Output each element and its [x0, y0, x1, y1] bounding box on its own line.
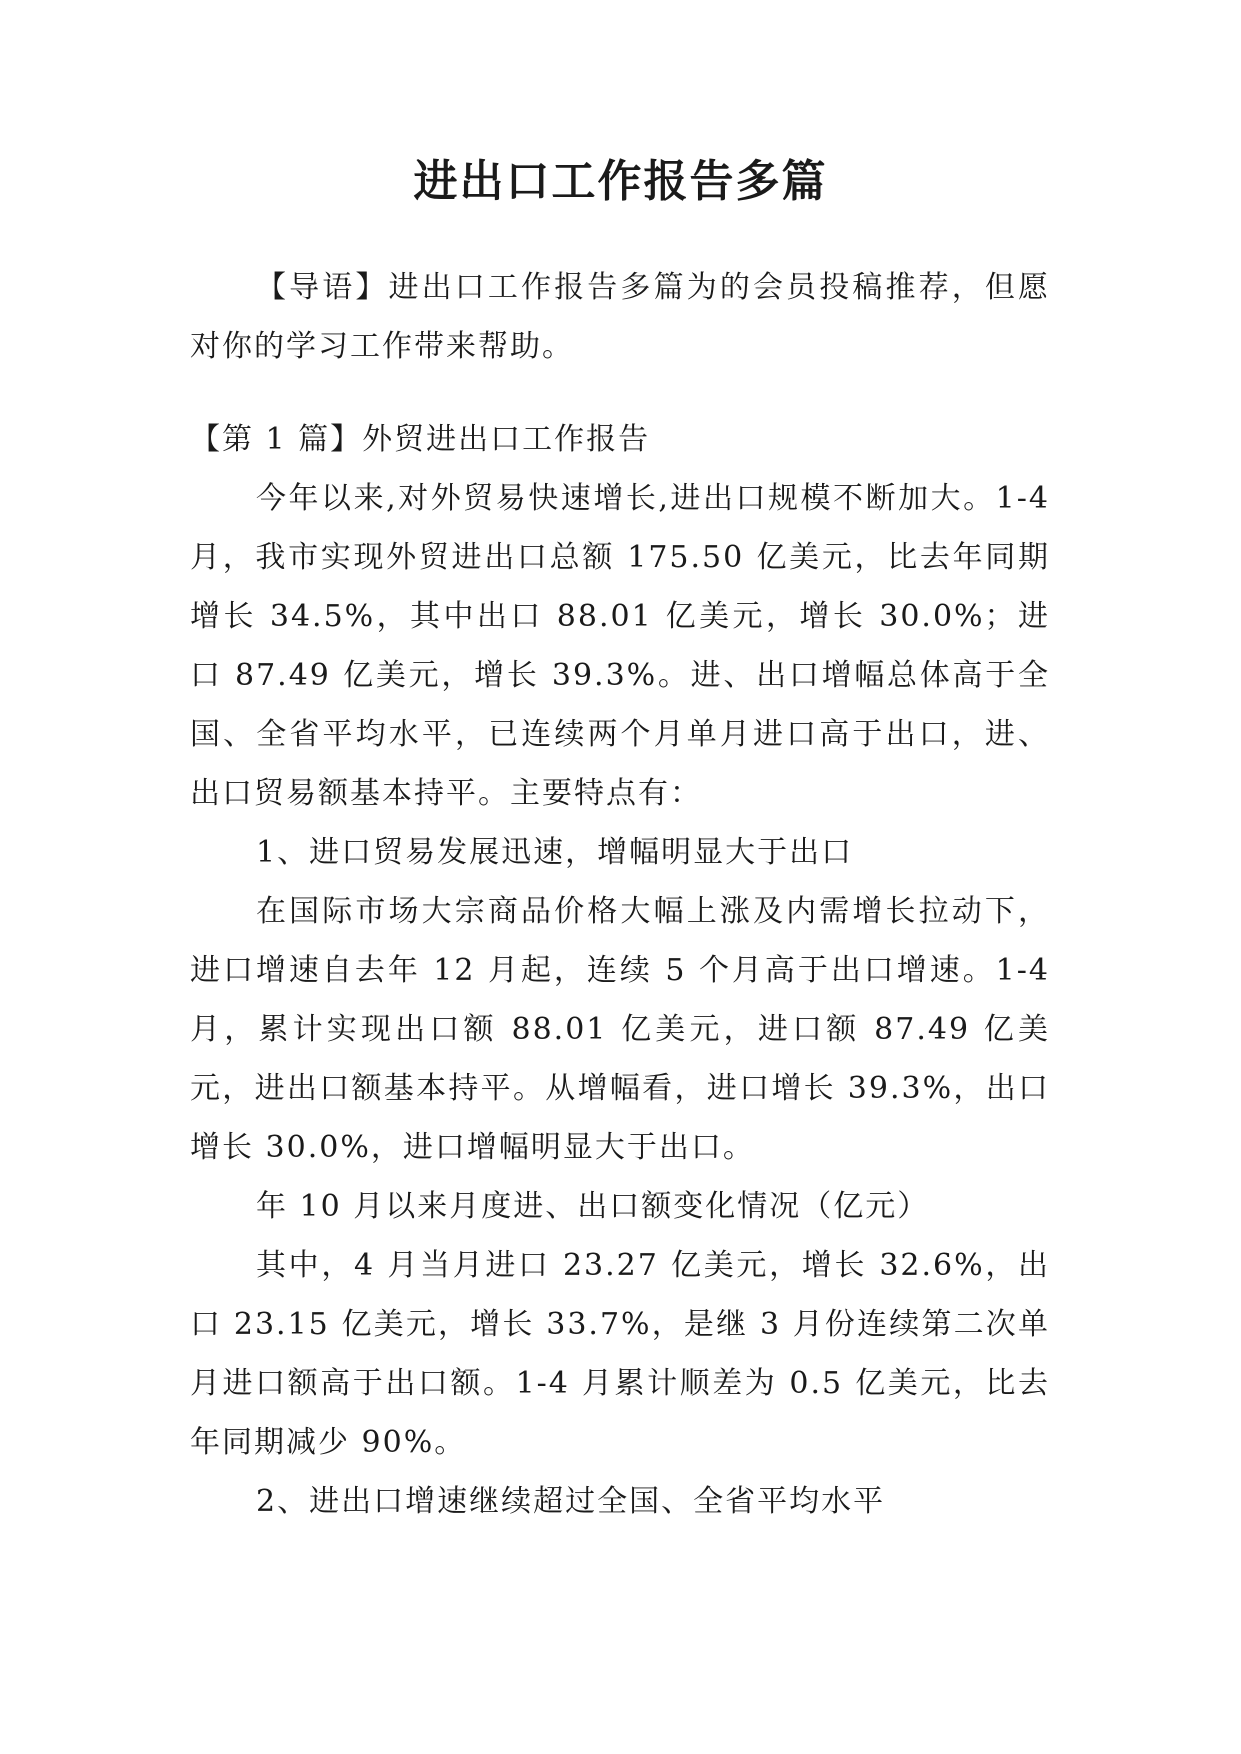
paragraph-import-growth: 在国际市场大宗商品价格大幅上涨及内需增长拉动下，进口增速自去年 12 月起，连续 5 个月高于出口增速。1-4 月，累计实现出口额 88.01 亿美元，进口额 87.49 亿美元，进出口额基本持平。从增幅看，进口增长 39.3%，出口增长 30.0%，进口增幅明显大于出口。 [190, 894, 1050, 1165]
paragraph-point-1-heading: 1、进口贸易发展迅速，增幅明显大于出口 [256, 835, 854, 870]
paragraph-april-figures: 其中，4 月当月进口 23.27 亿美元，增长 32.6%，出口 23.15 亿美元，增长 33.7%，是继 3 月份连续第二次单月进口额高于出口额。1-4 月累计顺差为 0.5 亿美元，比去年同期减少 90%。 [190, 1248, 1050, 1460]
section-heading: 【第 1 篇】外贸进出口工作报告 [190, 422, 651, 457]
paragraph-overview: 今年以来,对外贸易快速增长,进出口规模不断加大。1-4 月，我市实现外贸进出口总额 175.50 亿美元，比去年同期增长 34.5%，其中出口 88.01 亿美元，增长 30.0%；进口 87.49 亿美元，增长 39.3%。进、出口增幅总体高于全国、全省平均水平，已连续两个月单月进口高于出口，进、出口贸易额基本持平。主要特点有： [190, 481, 1050, 811]
document-title: 进出口工作报告多篇 [413, 156, 828, 207]
intro-paragraph: 【导语】进出口工作报告多篇为的会员投稿推荐，但愿对你的学习工作带来帮助。 [190, 270, 1050, 364]
paragraph-monthly-change-caption: 年 10 月以来月度进、出口额变化情况（亿元） [256, 1189, 930, 1224]
section-body [190, 469, 1050, 1531]
paragraph-point-2-heading: 2、进出口增速继续超过全国、全省平均水平 [256, 1484, 886, 1519]
